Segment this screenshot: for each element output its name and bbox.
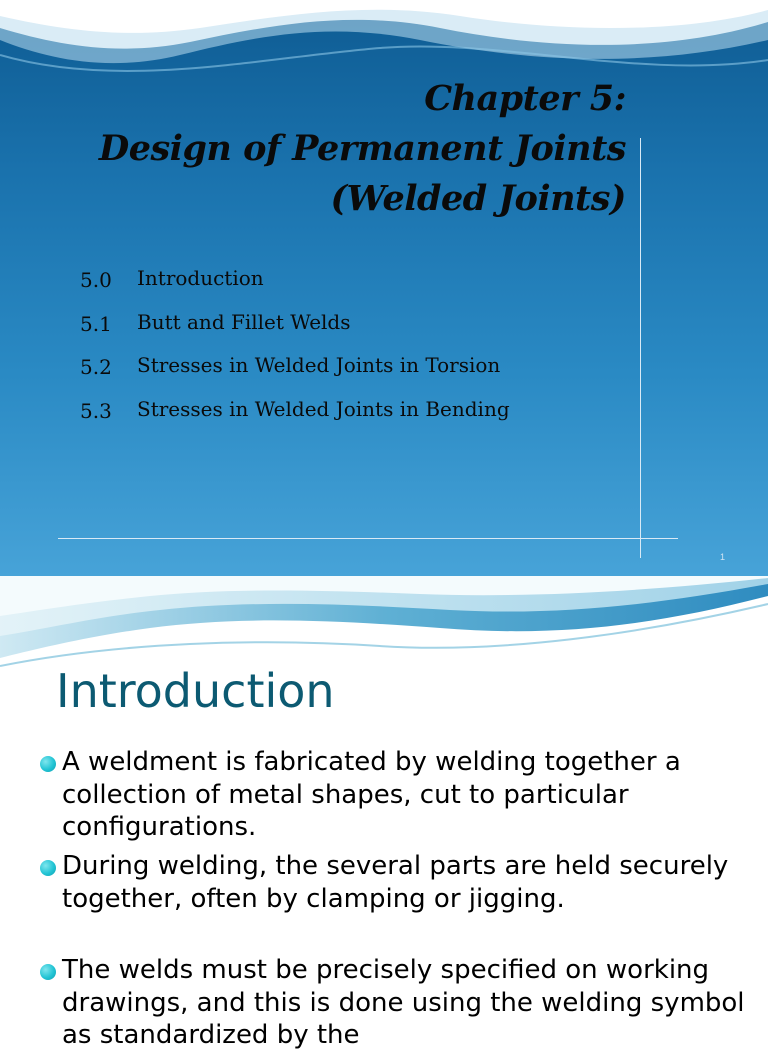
bullet-text: A weldment is fabricated by welding together a collection of metal shapes, cut to particular configurations. (62, 747, 681, 842)
bullet-icon (40, 860, 56, 876)
page-number: 1 (720, 552, 726, 562)
wave-decoration (0, 0, 768, 110)
slide-2 (0, 576, 768, 1050)
bullet-text: During welding, the several parts are held securely together, often by clamping or jigging. (62, 851, 729, 914)
page-title: Introduction (56, 664, 335, 718)
bullet-icon (40, 964, 56, 980)
wave-decoration (0, 576, 768, 676)
bullet-icon (40, 756, 56, 772)
toc-number: 5.0 (80, 268, 112, 292)
bullet-text: The welds must be precisely specified on working drawings, and this is done using the welding symbol as standardized by the (62, 955, 745, 1050)
slide-title-line-3: (Welded Joints) (330, 178, 626, 219)
toc-label: Stresses in Welded Joints in Bending (137, 397, 510, 421)
vertical-divider (640, 138, 641, 558)
toc-number: 5.2 (80, 355, 112, 379)
slide-title-line-2: Design of Permanent Joints (98, 128, 626, 169)
toc-number: 5.1 (80, 312, 112, 336)
horizontal-divider (58, 538, 678, 539)
toc-number: 5.3 (80, 399, 112, 423)
toc-label: Butt and Fillet Welds (137, 310, 351, 334)
toc-label: Stresses in Welded Joints in Torsion (137, 353, 501, 377)
toc-label: Introduction (137, 266, 264, 290)
slide-title-line-1: Chapter 5: (424, 78, 626, 119)
